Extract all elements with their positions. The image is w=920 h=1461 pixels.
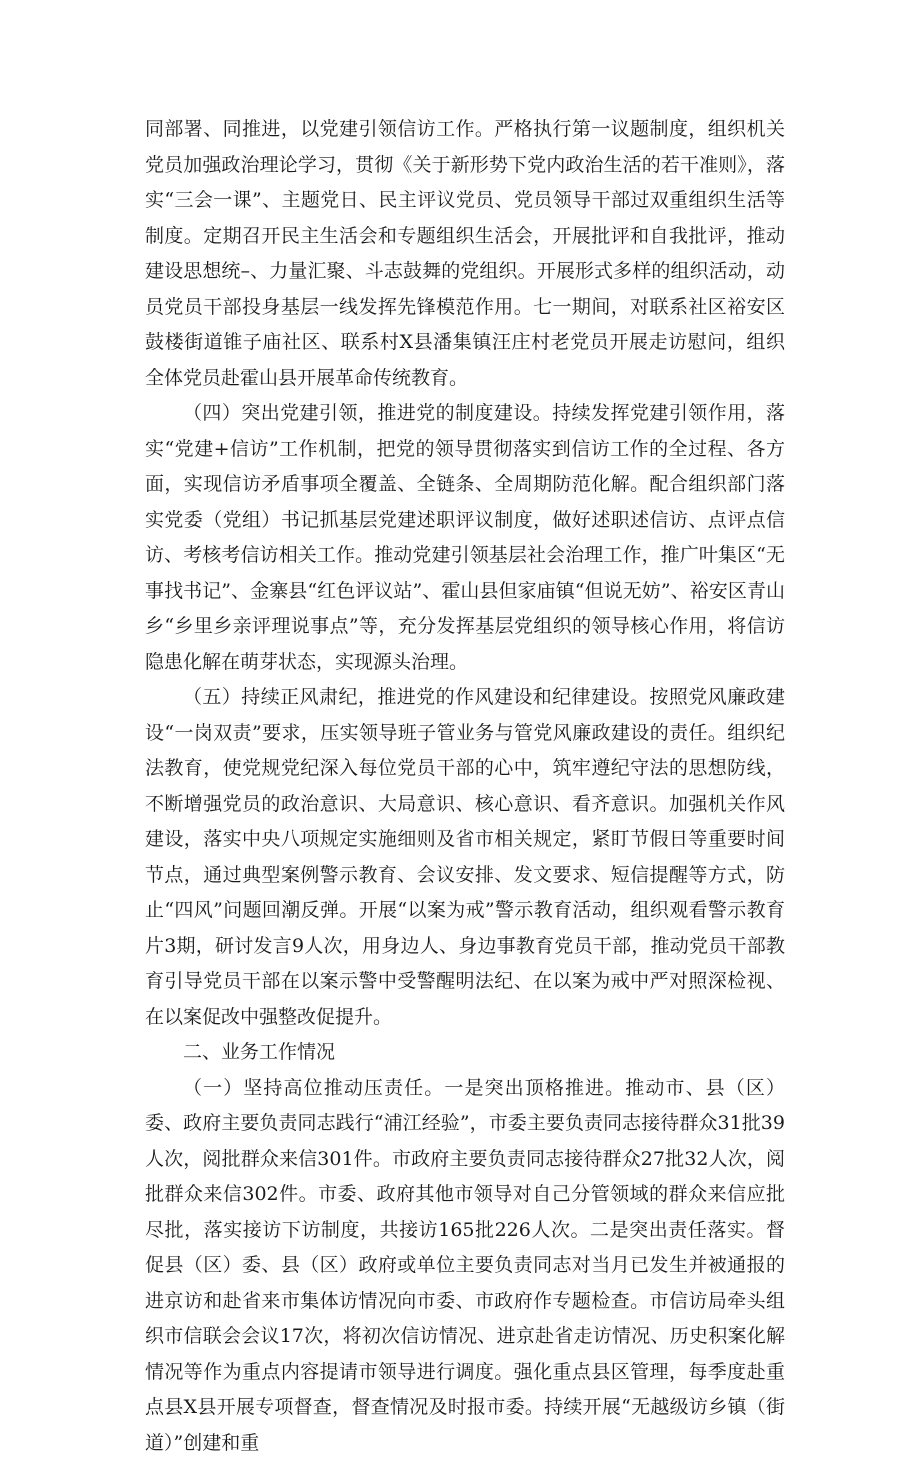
document-body (145, 112, 785, 1461)
paragraph-party-system-building: （四）突出党建引领，推进党的制度建设。持续发挥党建引领作用，落实“党建+信访”工作机制，把党的领导贯彻落实到信访工作的全过程、各方面，实现信访矛盾事项全覆盖、全链条、全周期防范化解。配合组织部门落实党委（党组）书记抓基层党建述职评议制度，做好述职述信访、点评点信访、考核考信访相关工作。推动党建引领基层社会治理工作，推广叶集区“无事找书记”、金寨县“红色评议站”、霍山县但家庙镇“但说无妨”、裕安区青山乡“乡里乡亲评理说事点”等，充分发挥基层党组织的领导核心作用，将信访隐患化解在萌芽状态，实现源头治理。 (145, 396, 785, 680)
paragraph-continuation: 同部署、同推进，以党建引领信访工作。严格执行第一议题制度，组织机关党员加强政治理论学习，贯彻《关于新形势下党内政治生活的若干准则》，落实“三会一课”、主题党日、民主评议党员、党员领导干部过双重组织生活等制度。定期召开民主生活会和专题组织生活会，开展批评和自我批评，推动建设思想统–、力量汇聚、斗志鼓舞的党组织。开展形式多样的组织活动，动员党员干部投身基层一线发挥先锋模范作用。七一期间，对联系社区裕安区鼓楼街道锥子庙社区、联系村X县潘集镇汪庄村老党员开展走访慰问，组织全体党员赴霍山县开展革命传统教育。 (145, 112, 785, 396)
paragraph-high-level-responsibility: （一）坚持高位推动压责任。一是突出顶格推进。推动市、县（区）委、政府主要负责同志践行“浦江经验”，市委主要负责同志接待群众31批39人次，阅批群众来信301件。市政府主要负责同志接待群众27批32人次，阅批群众来信302件。市委、政府其他市领导对自己分管领域的群众来信应批尽批，落实接访下访制度，共接访165批226人次。二是突出责任落实。督促县（区）委、县（区）政府或单位主要负责同志对当月已发生并被通报的进京访和赴省来市集体访情况向市委、市政府作专题检查。市信访局牵头组织市信联会会议17次，将初次信访情况、进京赴省走访情况、历史积案化解情况等作为重点内容提请市领导进行调度。强化重点县区管理，每季度赴重点县X县开展专项督查，督查情况及时报市委。持续开展“无越级访乡镇（街道）”创建和重 (145, 1071, 785, 1461)
paragraph-discipline-building: （五）持续正风肃纪，推进党的作风建设和纪律建设。按照党风廉政建设“一岗双责”要求，压实领导班子管业务与管党风廉政建设的责任。组织纪法教育，使党规党纪深入每位党员干部的心中，筑牢遵纪守法的思想防线，不断增强党员的政治意识、大局意识、核心意识、看齐意识。加强机关作风建设，落实中央八项规定实施细则及省市相关规定，紧盯节假日等重要时间节点，通过典型案例警示教育、会议安排、发文要求、短信提醒等方式，防止“四风”问题回潮反弹。开展“以案为戒”警示教育活动，组织观看警示教育片3期，研讨发言9人次，用身边人、身边事教育党员干部，推动党员干部教育引导党员干部在以案示警中受警醒明法纪、在以案为戒中严对照深检视、在以案促改中强整改促提升。 (145, 680, 785, 1035)
section-heading-business-work: 二、业务工作情况 (145, 1035, 785, 1071)
